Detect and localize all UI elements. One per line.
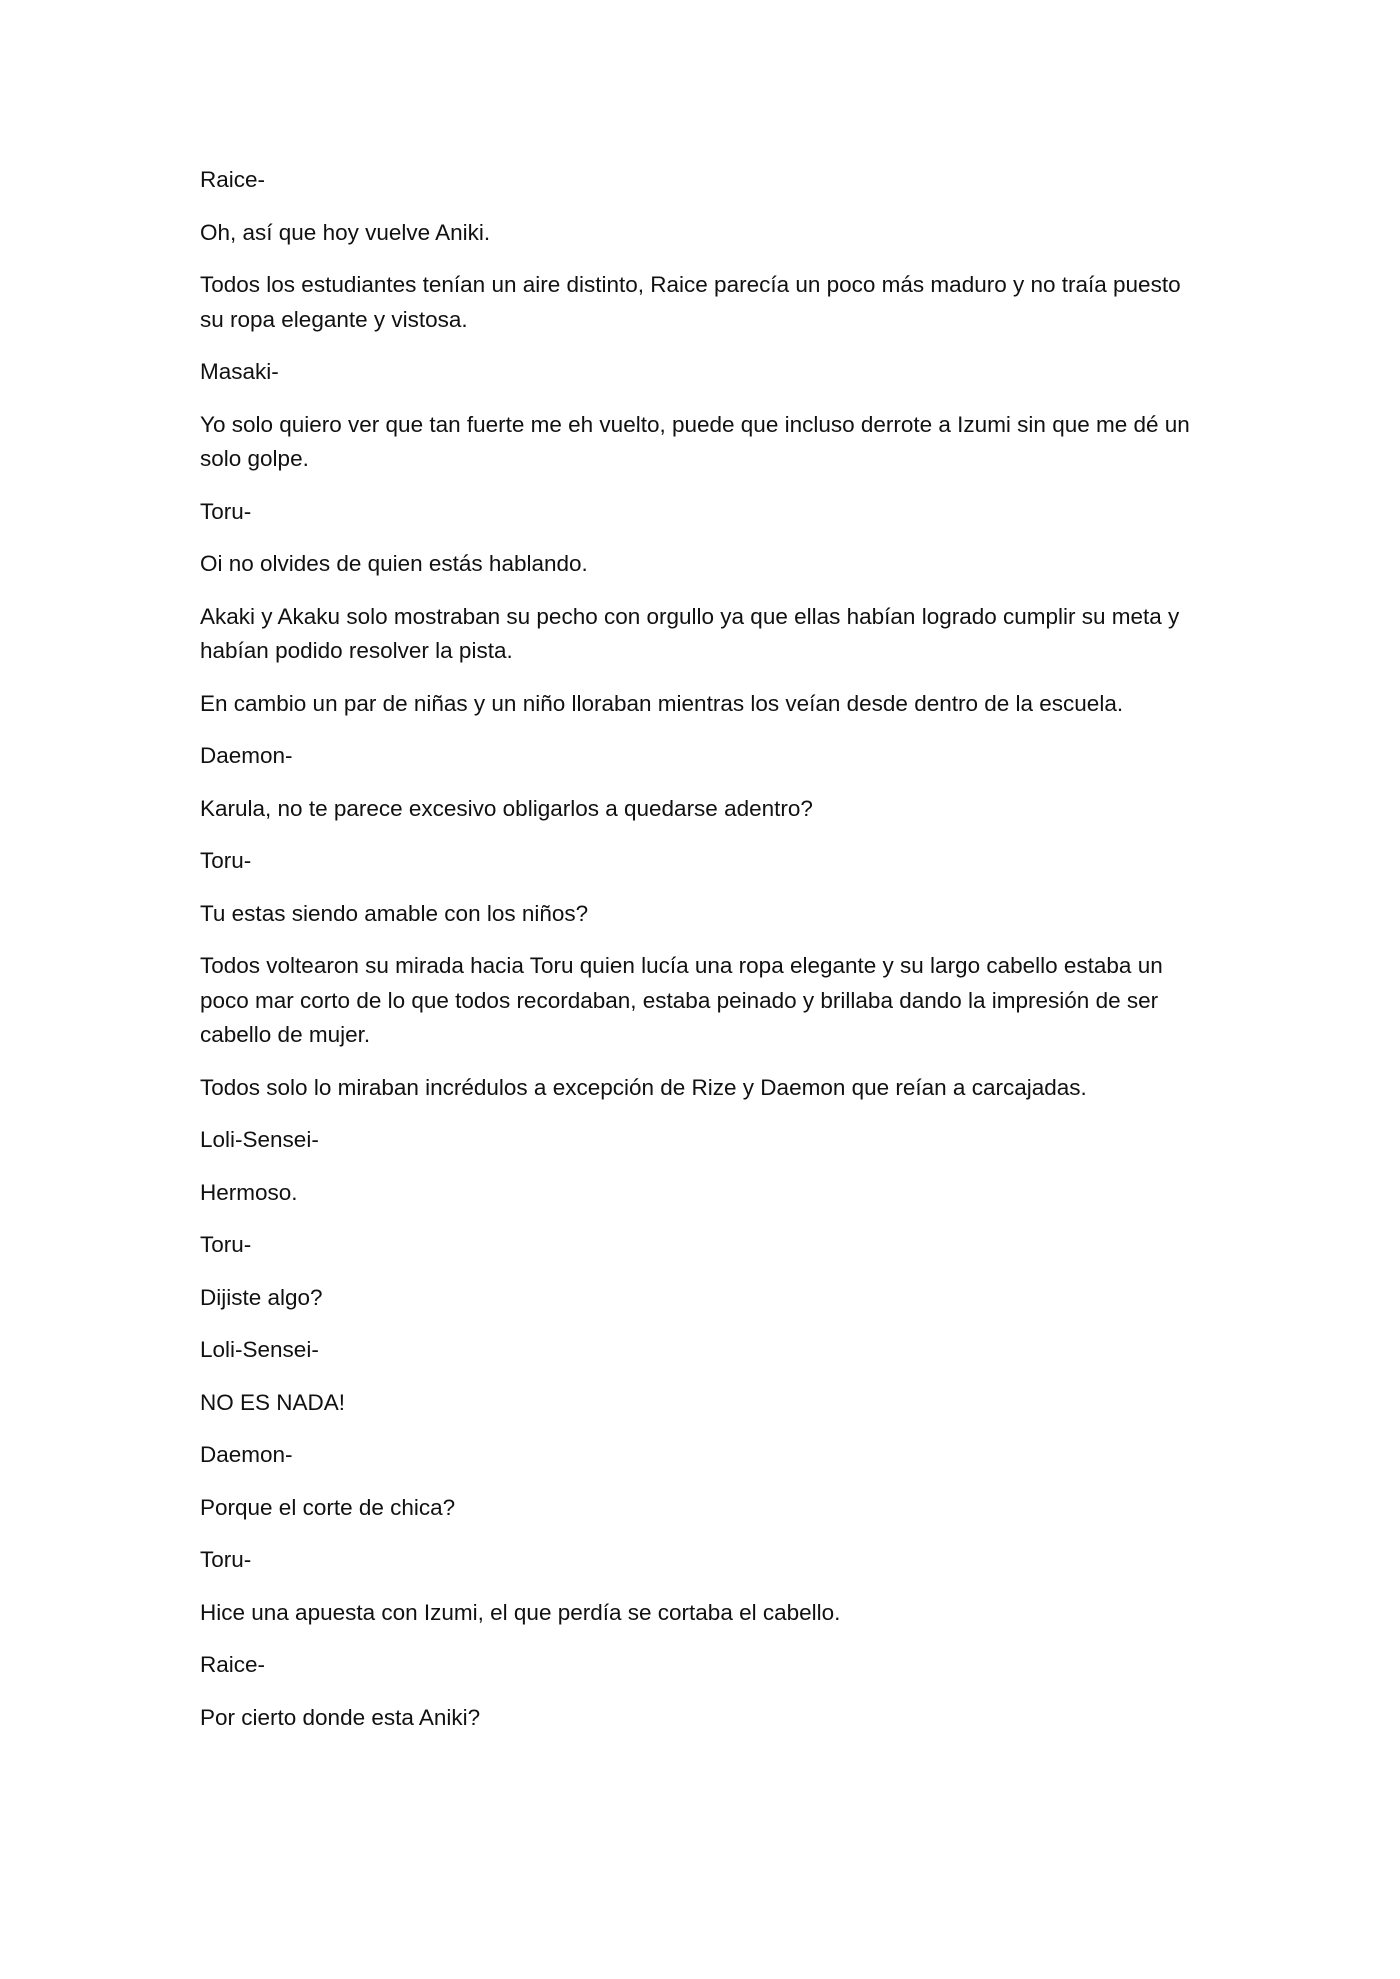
speaker-name: Toru-	[200, 1232, 252, 1257]
speaker-name: Loli-Sensei-	[200, 1337, 319, 1362]
dialogue-line: Hice una apuesta con Izumi, el que perdía se cortaba el cabello.	[200, 1599, 841, 1625]
speaker-name: Raice-	[200, 1652, 266, 1677]
dialogue-line: Oh, así que hoy vuelve Aniki.	[200, 219, 491, 245]
dialogue-line: Porque el corte de chica?	[200, 1494, 456, 1520]
narration-paragraph: Akaki y Akaku solo mostraban su pecho con orgullo ya que ellas habían logrado cumplir su meta y habían podido resolver la pista.	[200, 603, 1180, 663]
narration-paragraph: Todos solo lo miraban incrédulos a excepción de Rize y Daemon que reían a carcajadas.	[200, 1074, 1087, 1100]
dialogue-line: Hermoso.	[200, 1179, 298, 1205]
document-body	[200, 163, 1190, 1753]
narration-paragraph: Todos los estudiantes tenían un aire distinto, Raice parecía un poco más maduro y no traía puesto su ropa elegante y vistosa.	[200, 272, 1181, 332]
narration-paragraph: Todos voltearon su mirada hacia Toru quien lucía una ropa elegante y su largo cabello estaba un poco mar corto de lo que todos recordaban, estaba peinado y brillaba dando la impresión de ser cabello de mujer.	[200, 953, 1163, 1047]
dialogue-line: Yo solo quiero ver que tan fuerte me eh vuelto, puede que incluso derrote a Izumi sin que me dé un solo golpe.	[200, 411, 1190, 471]
dialogue-line: Karula, no te parece excesivo obligarlos a quedarse adentro?	[200, 795, 813, 821]
dialogue-line: Oi no olvides de quien estás hablando.	[200, 551, 588, 576]
dialogue-line: Dijiste algo?	[200, 1284, 323, 1310]
speaker-name: Toru-	[200, 1547, 252, 1572]
speaker-name: Daemon-	[200, 1442, 293, 1467]
speaker-name: Toru-	[200, 498, 252, 524]
speaker-name: Loli-Sensei-	[200, 1127, 319, 1152]
speaker-name: Toru-	[200, 848, 252, 873]
dialogue-line: Tu estas siendo amable con los niños?	[200, 900, 589, 926]
narration-paragraph: En cambio un par de niñas y un niño lloraban mientras los veían desde dentro de la escuela.	[200, 690, 1124, 716]
speaker-name: Daemon-	[200, 743, 293, 768]
speaker-name: Masaki-	[200, 359, 279, 384]
speaker-name: Raice-	[200, 167, 266, 192]
dialogue-line: Por cierto donde esta Aniki?	[200, 1704, 481, 1730]
dialogue-line: NO ES NADA!	[200, 1389, 346, 1415]
